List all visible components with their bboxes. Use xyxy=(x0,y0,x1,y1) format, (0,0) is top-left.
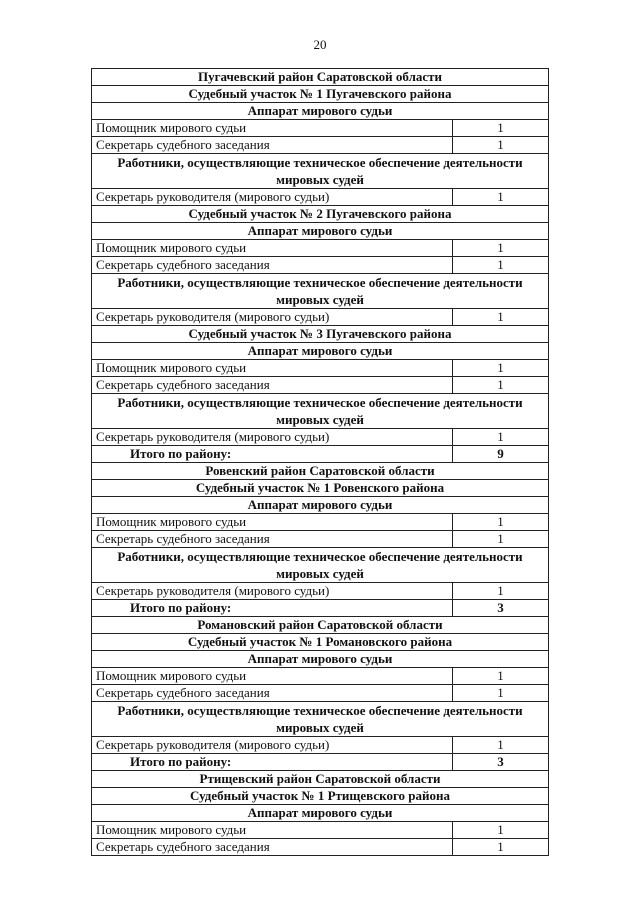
staffing-table-body xyxy=(92,69,549,856)
position-name: Помощник мирового судьи xyxy=(92,822,453,839)
section-header: Работники, осуществляющие техническое обеспечение деятельности мировых судей xyxy=(92,702,549,737)
position-count: 1 xyxy=(453,189,549,206)
section-header: Аппарат мирового судьи xyxy=(92,103,549,120)
total-label: Итого по району: xyxy=(92,600,453,617)
section-header-row xyxy=(92,394,549,429)
section-header-row xyxy=(92,223,549,240)
table-row xyxy=(92,120,549,137)
position-name: Секретарь судебного заседания xyxy=(92,531,453,548)
table-row xyxy=(92,822,549,839)
position-count: 1 xyxy=(453,377,549,394)
section-header: Работники, осуществляющие техническое обеспечение деятельности мировых судей xyxy=(92,548,549,583)
section-header: Судебный участок № 1 Пугачевского района xyxy=(92,86,549,103)
section-header-row xyxy=(92,69,549,86)
table-row xyxy=(92,668,549,685)
section-header-row xyxy=(92,274,549,309)
position-name: Помощник мирового судьи xyxy=(92,120,453,137)
section-header-row xyxy=(92,634,549,651)
table-row xyxy=(92,240,549,257)
section-header: Ровенский район Саратовской области xyxy=(92,463,549,480)
table-row xyxy=(92,137,549,154)
section-header: Судебный участок № 1 Романовского района xyxy=(92,634,549,651)
section-header: Пугачевский район Саратовской области xyxy=(92,69,549,86)
position-name: Секретарь руководителя (мирового судьи) xyxy=(92,737,453,754)
position-name: Секретарь руководителя (мирового судьи) xyxy=(92,429,453,446)
table-row xyxy=(92,839,549,856)
table-row xyxy=(92,309,549,326)
section-header: Аппарат мирового судьи xyxy=(92,651,549,668)
position-count: 1 xyxy=(453,514,549,531)
table-row xyxy=(92,360,549,377)
position-count: 1 xyxy=(453,737,549,754)
table-row xyxy=(92,531,549,548)
section-header: Работники, осуществляющие техническое обеспечение деятельности мировых судей xyxy=(92,394,549,429)
section-header: Судебный участок № 1 Ртищевского района xyxy=(92,788,549,805)
total-count: 9 xyxy=(453,446,549,463)
position-name: Секретарь руководителя (мирового судьи) xyxy=(92,583,453,600)
position-name: Помощник мирового судьи xyxy=(92,668,453,685)
section-header: Аппарат мирового судьи xyxy=(92,343,549,360)
section-header-row xyxy=(92,154,549,189)
section-header: Работники, осуществляющие техническое обеспечение деятельности мировых судей xyxy=(92,274,549,309)
position-count: 1 xyxy=(453,360,549,377)
total-count: 3 xyxy=(453,600,549,617)
section-header-row xyxy=(92,617,549,634)
section-header-row xyxy=(92,326,549,343)
table-row xyxy=(92,685,549,702)
position-name: Секретарь судебного заседания xyxy=(92,257,453,274)
section-header-row xyxy=(92,103,549,120)
table-row xyxy=(92,514,549,531)
staffing-table xyxy=(91,68,549,856)
table-row xyxy=(92,583,549,600)
section-header-row xyxy=(92,206,549,223)
table-row xyxy=(92,257,549,274)
position-count: 1 xyxy=(453,257,549,274)
table-row xyxy=(92,737,549,754)
position-count: 1 xyxy=(453,429,549,446)
position-name: Помощник мирового судьи xyxy=(92,240,453,257)
section-header-row xyxy=(92,343,549,360)
section-header-row xyxy=(92,771,549,788)
section-header-row xyxy=(92,788,549,805)
section-header: Ртищевский район Саратовской области xyxy=(92,771,549,788)
section-header-row xyxy=(92,651,549,668)
total-label: Итого по району: xyxy=(92,754,453,771)
position-name: Секретарь судебного заседания xyxy=(92,839,453,856)
position-name: Секретарь судебного заседания xyxy=(92,377,453,394)
position-count: 1 xyxy=(453,822,549,839)
position-name: Помощник мирового судьи xyxy=(92,360,453,377)
section-header-row xyxy=(92,497,549,514)
section-header: Судебный участок № 2 Пугачевского района xyxy=(92,206,549,223)
section-header-row xyxy=(92,702,549,737)
total-count: 3 xyxy=(453,754,549,771)
section-header: Судебный участок № 3 Пугачевского района xyxy=(92,326,549,343)
position-name: Секретарь судебного заседания xyxy=(92,685,453,702)
table-row xyxy=(92,189,549,206)
position-count: 1 xyxy=(453,137,549,154)
section-header: Романовский район Саратовской области xyxy=(92,617,549,634)
section-header-row xyxy=(92,86,549,103)
section-header: Работники, осуществляющие техническое обеспечение деятельности мировых судей xyxy=(92,154,549,189)
section-header: Аппарат мирового судьи xyxy=(92,497,549,514)
page-number: 20 xyxy=(313,37,327,52)
table-row xyxy=(92,377,549,394)
total-row xyxy=(92,754,549,771)
section-header: Аппарат мирового судьи xyxy=(92,223,549,240)
total-label: Итого по району: xyxy=(92,446,453,463)
table-row xyxy=(92,429,549,446)
position-count: 1 xyxy=(453,531,549,548)
position-count: 1 xyxy=(453,120,549,137)
position-name: Помощник мирового судьи xyxy=(92,514,453,531)
position-name: Секретарь руководителя (мирового судьи) xyxy=(92,309,453,326)
position-count: 1 xyxy=(453,583,549,600)
total-row xyxy=(92,446,549,463)
position-name: Секретарь судебного заседания xyxy=(92,137,453,154)
section-header-row xyxy=(92,805,549,822)
section-header-row xyxy=(92,548,549,583)
position-count: 1 xyxy=(453,668,549,685)
total-row xyxy=(92,600,549,617)
section-header: Судебный участок № 1 Ровенского района xyxy=(92,480,549,497)
section-header: Аппарат мирового судьи xyxy=(92,805,549,822)
section-header-row xyxy=(92,480,549,497)
position-count: 1 xyxy=(453,309,549,326)
section-header-row xyxy=(92,463,549,480)
position-count: 1 xyxy=(453,839,549,856)
position-name: Секретарь руководителя (мирового судьи) xyxy=(92,189,453,206)
position-count: 1 xyxy=(453,685,549,702)
position-count: 1 xyxy=(453,240,549,257)
